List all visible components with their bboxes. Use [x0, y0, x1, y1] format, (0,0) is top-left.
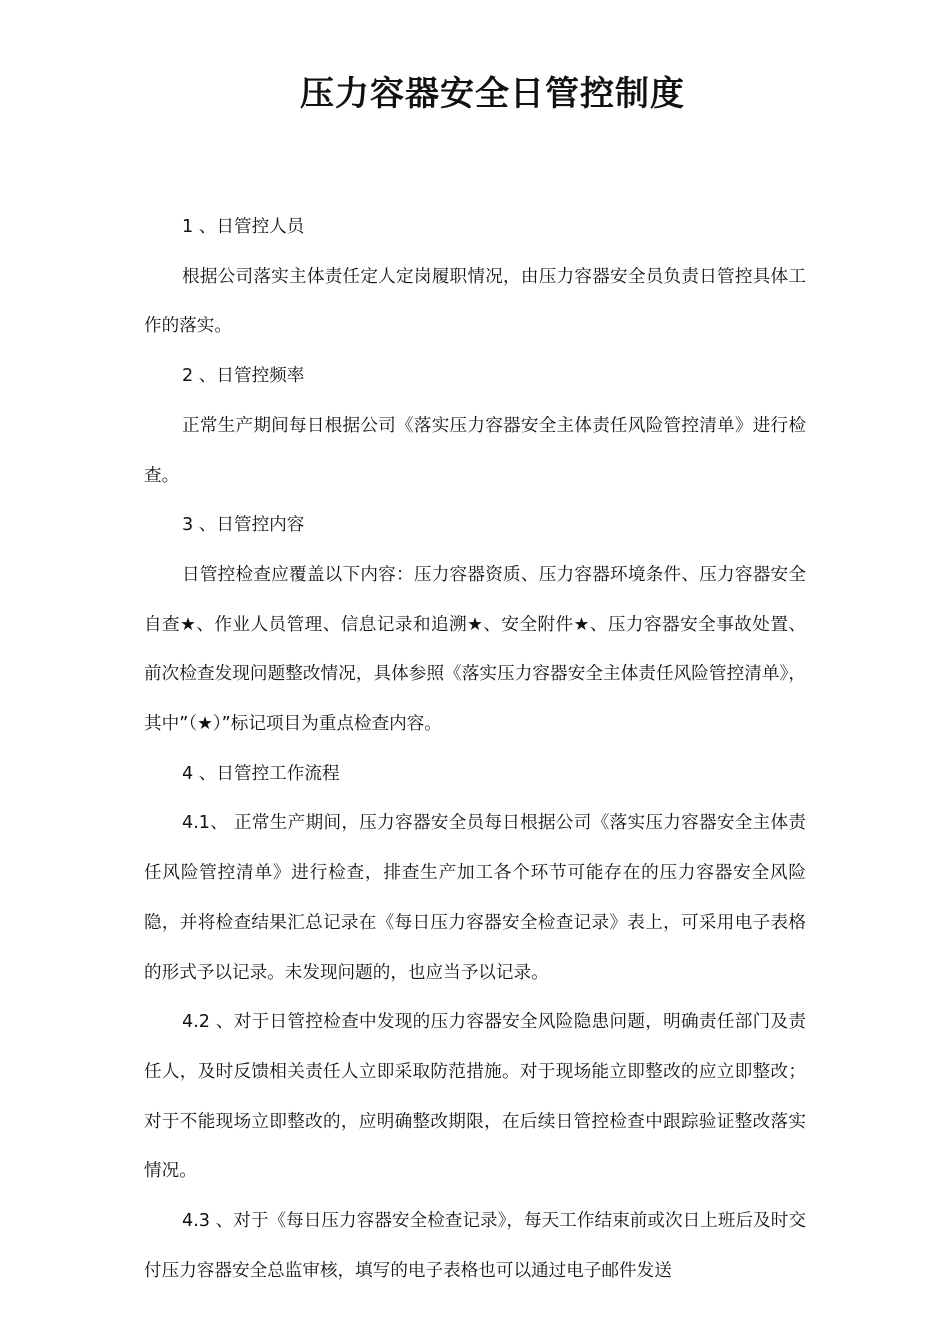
section-1-paragraph: 根据公司落实主体责任定人定岗履职情况，由压力容器安全员负责日管控具体工作的落实。: [144, 266, 806, 337]
document-title: 压力容器安全日管控制度: [300, 74, 685, 114]
section-3-heading: 3 、日管控内容: [182, 515, 305, 536]
section-3-paragraph: 日管控检查应覆盖以下内容：压力容器资质、压力容器环境条件、压力容器安全自查★、作业人员管理、信息记录和追溯★、安全附件★、压力容器安全事故处置、前次检查发现问题整改情况，具体参照《落实压力容器安全主体责任风险管控清单》，其中”（★）”标记项目为重点检查内容。: [144, 564, 806, 735]
section-4-heading: 4 、日管控工作流程: [182, 763, 340, 784]
section-4-3-paragraph: 4.3 、对于《每日压力容器安全检查记录》，每天工作结束前或次日上班后及时交付压力容器安全总监审核，填写的电子表格也可以通过电子邮件发送: [144, 1211, 806, 1281]
section-4-2-paragraph: 4.2 、对于日管控检查中发现的压力容器安全风险隐患问题，明确责任部门及责任人，及时反馈相关责任人立即采取防范措施。对于现场能立即整改的应立即整改；对于不能现场立即整改的，应明确整改期限，在后续日管控检查中跟踪验证整改落实情况。: [144, 1012, 806, 1182]
section-2-heading: 2 、日管控频率: [182, 366, 305, 387]
section-1-heading: 1 、日管控人员: [182, 217, 305, 237]
section-2-paragraph: 正常生产期间每日根据公司《落实压力容器安全主体责任风险管控清单》进行检查。: [144, 415, 806, 486]
section-4-1-paragraph: 4.1、 正常生产期间，压力容器安全员每日根据公司《落实压力容器安全主体责任风险管控清单》进行检查，排查生产加工各个环节可能存在的压力容器安全风险隐，并将检查结果汇总记录在《每日压力容器安全检查记录》表上，可采用电子表格的形式予以记录。未发现问题的，也应当予以记录。: [144, 813, 806, 983]
document-body: [144, 203, 806, 1296]
